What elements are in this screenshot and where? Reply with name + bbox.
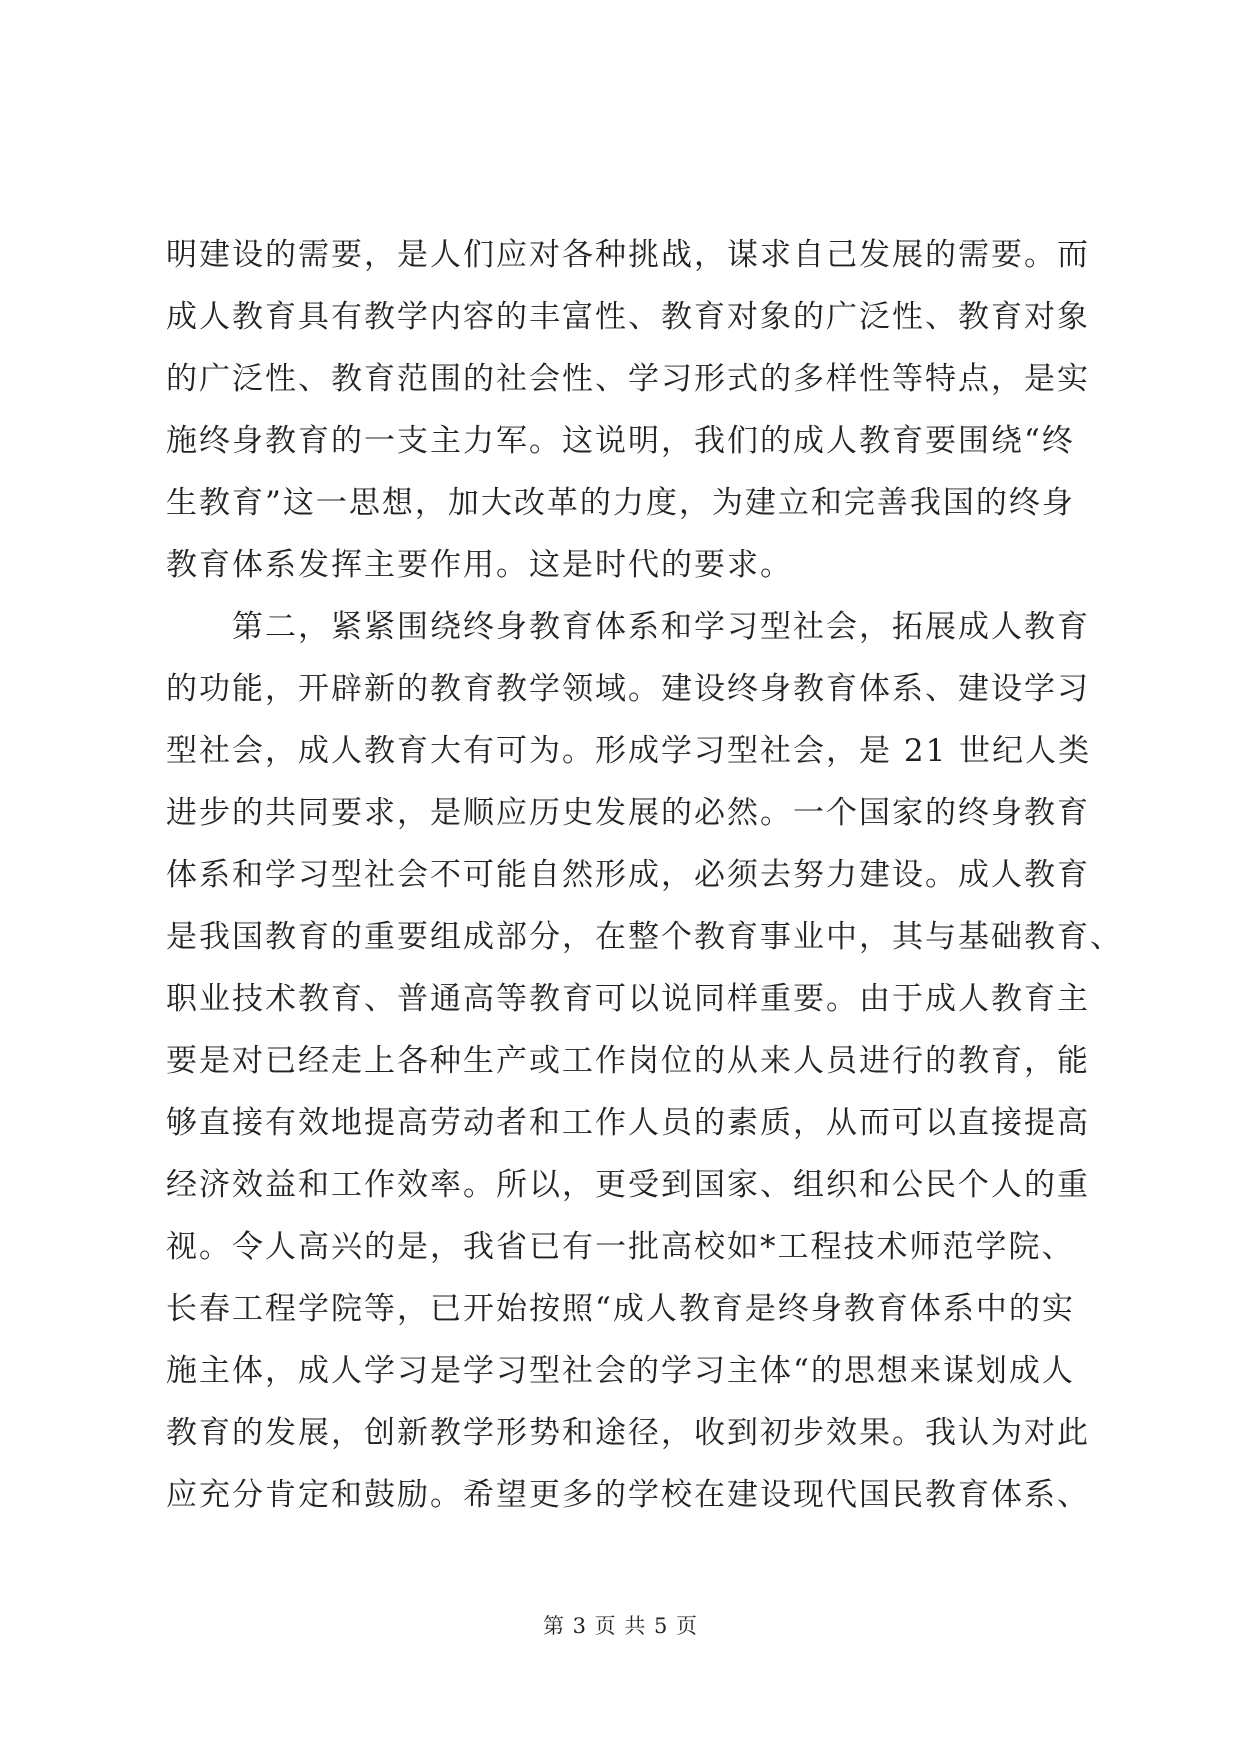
text-line: 应充分肯定和鼓励。希望更多的学校在建设现代国民教育体系、 [166, 1477, 1090, 1513]
text-line: 教育体系发挥主要作用。这是时代的要求。 [166, 547, 793, 583]
text-line: 是我国教育的重要组成部分，在整个教育事业中，其与基础教育、 [166, 919, 1123, 955]
text-line: 明建设的需要，是人们应对各种挑战，谋求自己发展的需要。而 [166, 237, 1090, 273]
text-line: 够直接有效地提高劳动者和工作人员的素质，从而可以直接提高 [166, 1105, 1090, 1141]
text-line: 施终身教育的一支主力军。这说明，我们的成人教育要围绕“终 [166, 423, 1075, 459]
text-line: 要是对已经走上各种生产或工作岗位的从来人员进行的教育，能 [166, 1043, 1090, 1079]
body-text [166, 224, 1123, 1526]
text-line: 型社会，成人教育大有可为。形成学习型社会，是 21 世纪人类 [166, 733, 1092, 769]
text-line: 经济效益和工作效率。所以，更受到国家、组织和公民个人的重 [166, 1167, 1090, 1203]
text-line: 施主体，成人学习是学习型社会的学习主体“的思想来谋划成人 [166, 1353, 1075, 1389]
text-line: 教育的发展，创新教学形势和途径，收到初步效果。我认为对此 [166, 1415, 1090, 1451]
text-line: 视。令人高兴的是，我省已有一批高校如*工程技术师范学院、 [166, 1229, 1075, 1265]
text-line: 职业技术教育、普通高等教育可以说同样重要。由于成人教育主 [166, 981, 1090, 1017]
text-line: 成人教育具有教学内容的丰富性、教育对象的广泛性、教育对象 [166, 299, 1090, 335]
text-line: 体系和学习型社会不可能自然形成，必须去努力建设。成人教育 [166, 857, 1090, 893]
text-line: 进步的共同要求，是顺应历史发展的必然。一个国家的终身教育 [166, 795, 1090, 831]
text-line: 长春工程学院等，已开始按照“成人教育是终身教育体系中的实 [166, 1291, 1075, 1327]
text-line: 第二，紧紧围绕终身教育体系和学习型社会，拓展成人教育 [166, 609, 1090, 645]
page-footer: 第 3 页 共 5 页 [542, 1614, 699, 1638]
text-line: 的功能，开辟新的教育教学领域。建设终身教育体系、建设学习 [166, 671, 1090, 707]
text-line: 的广泛性、教育范围的社会性、学习形式的多样性等特点，是实 [166, 361, 1090, 397]
text-line: 生教育”这一思想，加大改革的力度，为建立和完善我国的终身 [166, 485, 1075, 521]
